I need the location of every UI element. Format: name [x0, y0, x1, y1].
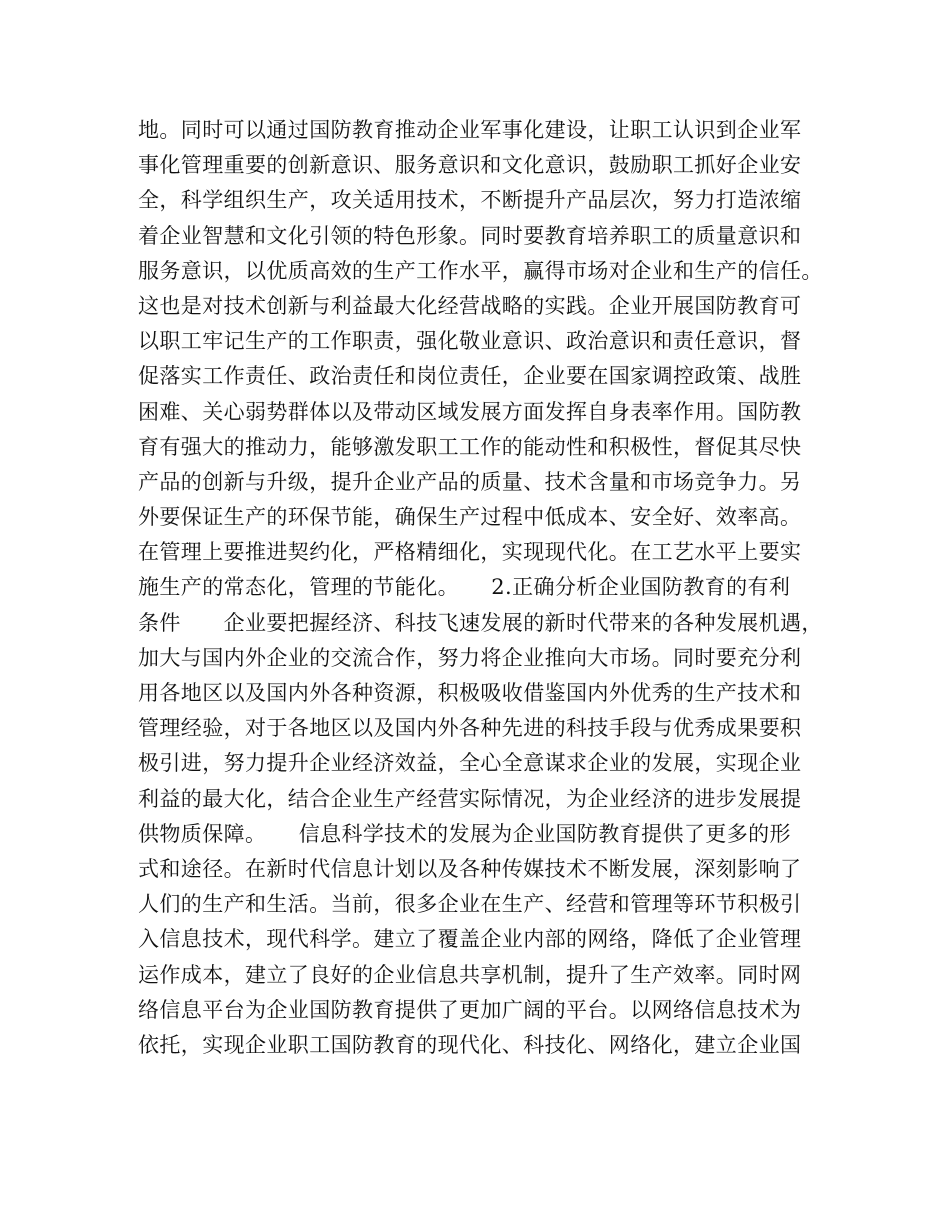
text-line: 施生产的常态化，管理的节能化。 2.正确分析企业国防教育的有利 — [138, 575, 791, 600]
text-line: 管理经验，对于各地区以及国内外各种先进的科技手段与优秀成果要积 — [138, 716, 802, 741]
text-line: 全，科学组织生产，攻关适用技术，不断提升产品层次，努力打造浓缩 — [138, 188, 802, 213]
text-line: 在管理上要推进契约化，严格精细化，实现现代化。在工艺水平上要实 — [138, 540, 802, 565]
text-line: 入信息技术，现代科学。建立了覆盖企业内部的网络，降低了企业管理 — [138, 927, 802, 952]
text-line: 式和途径。在新时代信息计划以及各种传媒技术不断发展，深刻影响了 — [138, 856, 802, 881]
text-line: 人们的生产和生活。当前，很多企业在生产、经营和管理等环节积极引 — [138, 892, 802, 917]
text-line: 条件 企业要把握经济、科技飞速发展的新时代带来的各种发展机遇， — [138, 610, 823, 635]
text-line: 困难、关心弱势群体以及带动区域发展方面发挥自身表率作用。国防教 — [138, 399, 802, 424]
text-line: 加大与国内外企业的交流合作，努力将企业推向大市场。同时要充分利 — [138, 645, 802, 670]
text-line: 极引进，努力提升企业经济效益，全心全意谋求企业的发展，实现企业 — [138, 751, 802, 776]
text-line: 运作成本，建立了良好的企业信息共享机制，提升了生产效率。同时网 — [138, 962, 802, 987]
text-line: 服务意识，以优质高效的生产工作水平，赢得市场对企业和生产的信任。 — [138, 258, 823, 283]
text-line: 利益的最大化，结合企业生产经营实际情况，为企业经济的进步发展提 — [138, 786, 802, 811]
text-line: 这也是对技术创新与利益最大化经营战略的实践。企业开展国防教育可 — [138, 293, 802, 318]
text-line: 产品的创新与升级，提升企业产品的质量、技术含量和市场竞争力。另 — [138, 469, 802, 494]
text-line: 络信息平台为企业国防教育提供了更加广阔的平台。以网络信息技术为 — [138, 997, 802, 1022]
text-line: 地。同时可以通过国防教育推动企业军事化建设，让职工认识到企业军 — [138, 118, 802, 142]
text-line: 促落实工作责任、政治责任和岗位责任，企业要在国家调控政策、战胜 — [138, 364, 802, 389]
body-text — [138, 113, 838, 1063]
text-line: 供物质保障。 信息科学技术的发展为企业国防教育提供了更多的形 — [138, 821, 791, 846]
text-line: 依托，实现企业职工国防教育的现代化、科技化、网络化，建立企业国 — [138, 1032, 802, 1057]
text-line: 育有强大的推动力，能够激发职工工作的能动性和积极性，督促其尽快 — [138, 434, 802, 459]
text-line: 用各地区以及国内外各种资源，积极吸收借鉴国内外优秀的生产技术和 — [138, 681, 802, 705]
text-line: 事化管理重要的创新意识、服务意识和文化意识，鼓励职工抓好企业安 — [138, 153, 802, 178]
text-line: 着企业智慧和文化引领的特色形象。同时要教育培养职工的质量意识和 — [138, 223, 802, 248]
text-line: 外要保证生产的环保节能，确保生产过程中低成本、安全好、效率高。 — [138, 505, 802, 530]
text-line: 以职工牢记生产的工作职责，强化敬业意识、政治意识和责任意识，督 — [138, 329, 802, 354]
